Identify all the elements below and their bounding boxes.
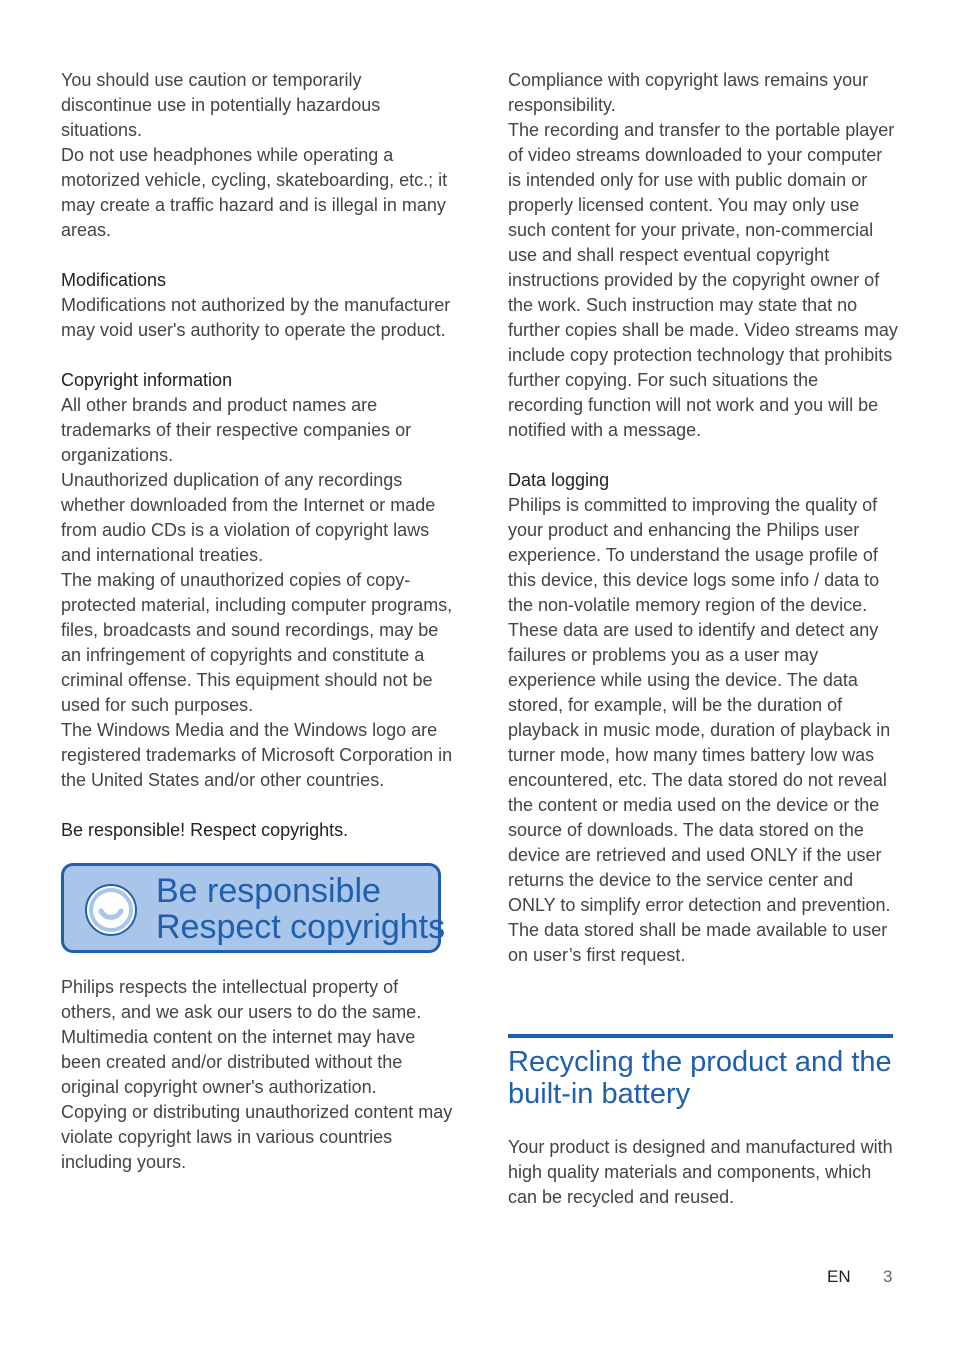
page-number: 3 — [883, 1267, 893, 1286]
left-column — [61, 68, 453, 1175]
data-logging-paragraph: Philips is committed to improving the quality of your product and enhancing the Philips user experience. To understand the usage profile of this device, this device logs some info / data to the non-volatile memory region of the device. These data are used to identify and detect any failures or problems you as a user may experience while using the device. The data stored, for example, will be the duration of playback in music mode, duration of playback in turner mode, how many times battery low was encountered, etc. The data stored do not reveal the content or media used on the device or the source of downloads. The data stored on the device are retrieved and used ONLY if the user returns the device to the service center and ONLY to simplify error detection and prevention. The data stored shall be made available to user on user’s first request. — [508, 495, 891, 965]
headphones-paragraph: Do not use headphones while operating a motorized vehicle, cycling, skateboarding, etc.; it may create a traffic hazard and is illegal in many areas. — [61, 145, 448, 240]
banner-line-2: Respect copyrights — [156, 908, 446, 946]
trademarks-paragraph: All other brands and product names are trademarks of their respective companies or organizations. — [61, 395, 412, 465]
caution-paragraph: You should use caution or temporarily discontinue use in potentially hazardous situations. — [61, 70, 381, 140]
windows-media-paragraph: The Windows Media and the Windows logo are registered trademarks of Microsoft Corporation in the United States and/or other countries. — [61, 720, 453, 790]
data-logging-heading: Data logging — [508, 470, 610, 490]
be-responsible-heading: Be responsible! Respect copyrights. — [61, 820, 349, 840]
right-column — [508, 68, 898, 1210]
be-responsible-banner — [61, 863, 446, 953]
section-divider — [508, 1034, 893, 1038]
banner-text — [156, 873, 445, 945]
recording-paragraph: The recording and transfer to the portable player of video streams downloaded to your computer is intended only for use with public domain or properly licensed content. You may only use such content for your private, non-commercial use and shall respect eventual copyright instructions provided by the copyright owner of the work. Such instruction may state that no further copies shall be made. Video streams may include copy protection technology that prohibits further copying. For such situations the recording function will not work and you will be notified with a message. — [508, 120, 898, 440]
duplication-paragraph: Unauthorized duplication of any recordings whether downloaded from the Internet or made from audio CDs is a violation of copyright laws and international treaties. — [61, 470, 436, 565]
modifications-heading: Modifications — [61, 270, 167, 290]
banner-line-1: Be responsible — [156, 872, 381, 910]
copies-paragraph: The making of unauthorized copies of copy-protected material, including computer programs, files, broadcasts and sound recordings, may be an infringement of copyrights and constitute a criminal offense. This equipment should not be used for such purposes. — [61, 570, 453, 715]
modifications-paragraph: Modifications not authorized by the manufacturer may void user's authority to operate the product. — [61, 295, 451, 340]
compliance-paragraph: Compliance with copyright laws remains your responsibility. — [508, 70, 869, 115]
respect-copyright-circle-icon — [84, 883, 138, 937]
recycling-section-title: Recycling the product and the built-in battery — [508, 1046, 892, 1110]
philips-respects-paragraph: Philips respects the intellectual property of others, and we ask our users to do the same. Multimedia content on the internet may have been created and/or distributed without the original copyright owner's authorization. — [61, 977, 422, 1097]
copying-paragraph: Copying or distributing unauthorized content may violate copyright laws in various countries including yours. — [61, 1102, 453, 1172]
recycling-paragraph: Your product is designed and manufactured with high quality materials and components, which can be recycled and reused. — [508, 1137, 893, 1207]
footer-language: EN — [827, 1267, 851, 1286]
copyright-heading: Copyright information — [61, 370, 233, 390]
